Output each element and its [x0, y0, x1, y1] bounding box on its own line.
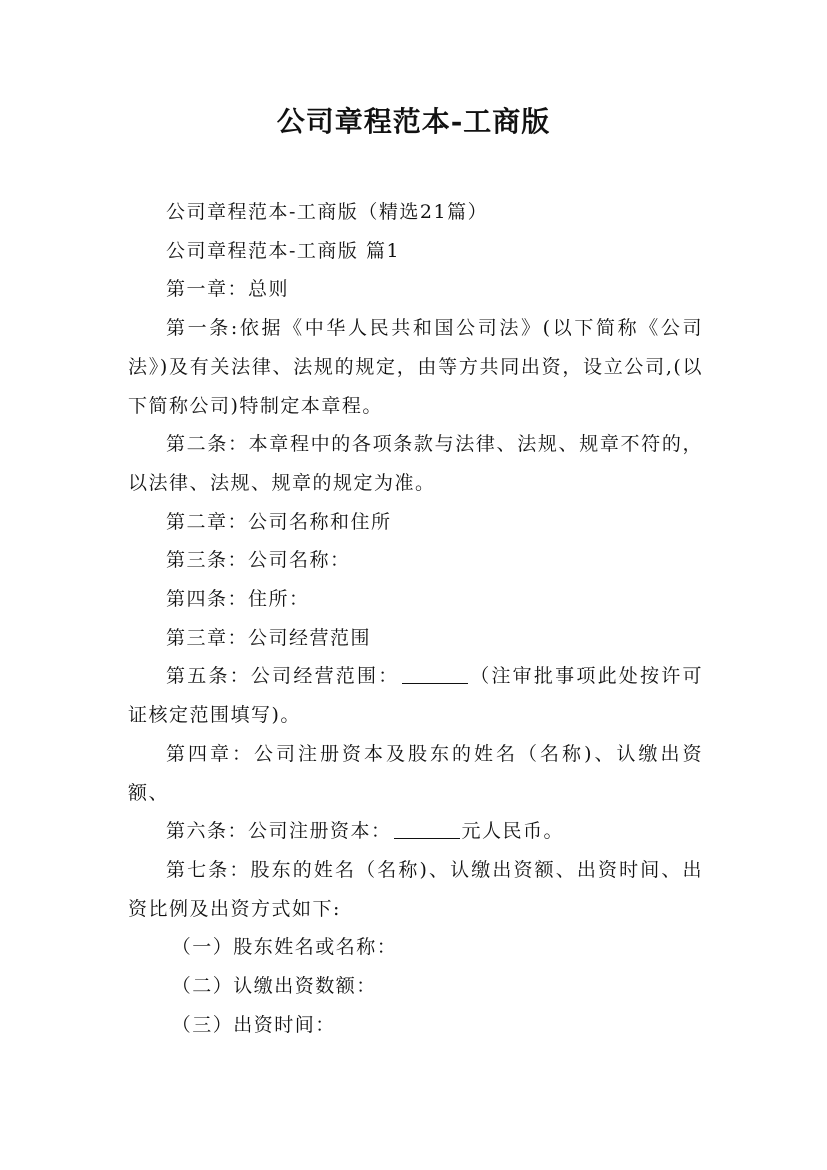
article-6 [128, 812, 703, 851]
article-7: 第七条：股东的姓名（名称)、认缴出资额、出资时间、出资比例及出资方式如下: [128, 858, 703, 920]
document-title: 公司章程范本-工商版 [276, 105, 551, 138]
paragraph-section-heading: 公司章程范本-工商版 篇1 [166, 239, 401, 262]
article-6-tail: 元人民币。 [461, 820, 565, 843]
article-5-lead: 第五条：公司经营范围： [166, 665, 400, 688]
article-4: 第四条：住所： [166, 588, 310, 611]
paragraph-subtitle: 公司章程范本-工商版（精选21篇） [166, 201, 489, 223]
article-2: 第二条：本章程中的各项条款与法律、法规、规章不符的，以法律、法规、规章的规定为准。 [128, 433, 703, 494]
article-3: 第三条：公司名称： [166, 549, 351, 572]
article-6-lead: 第六条：公司注册资本： [166, 820, 392, 843]
article-7-item-3: （三）出资时间： [171, 1013, 336, 1036]
article-7-item-2: （二）认缴出资数额： [171, 975, 377, 998]
chapter-2-heading: 第二章：公司名称和住所 [166, 510, 392, 533]
document-body [128, 193, 703, 1044]
fill-in-blank [394, 820, 460, 839]
chapter-1-heading: 第一章：总则 [166, 278, 290, 301]
chapter-3-heading: 第三章：公司经营范围 [166, 626, 372, 649]
article-1: 第一条:依据《中华人民共和国公司法》(以下简称《公司法》)及有关法律、法规的规定，由等方共同出资，设立公司,(以下简称公司)特制定本章程。 [128, 317, 703, 417]
article-7-item-1: （一）股东姓名或名称： [171, 936, 398, 959]
article-5 [128, 657, 703, 734]
article-5-tail: （注审批事项此处按许可证核定范围填写)。 [128, 665, 703, 727]
fill-in-blank [402, 665, 468, 684]
chapter-4-heading: 第四章：公司注册资本及股东的姓名（名称)、认缴出资额、 [128, 742, 703, 804]
